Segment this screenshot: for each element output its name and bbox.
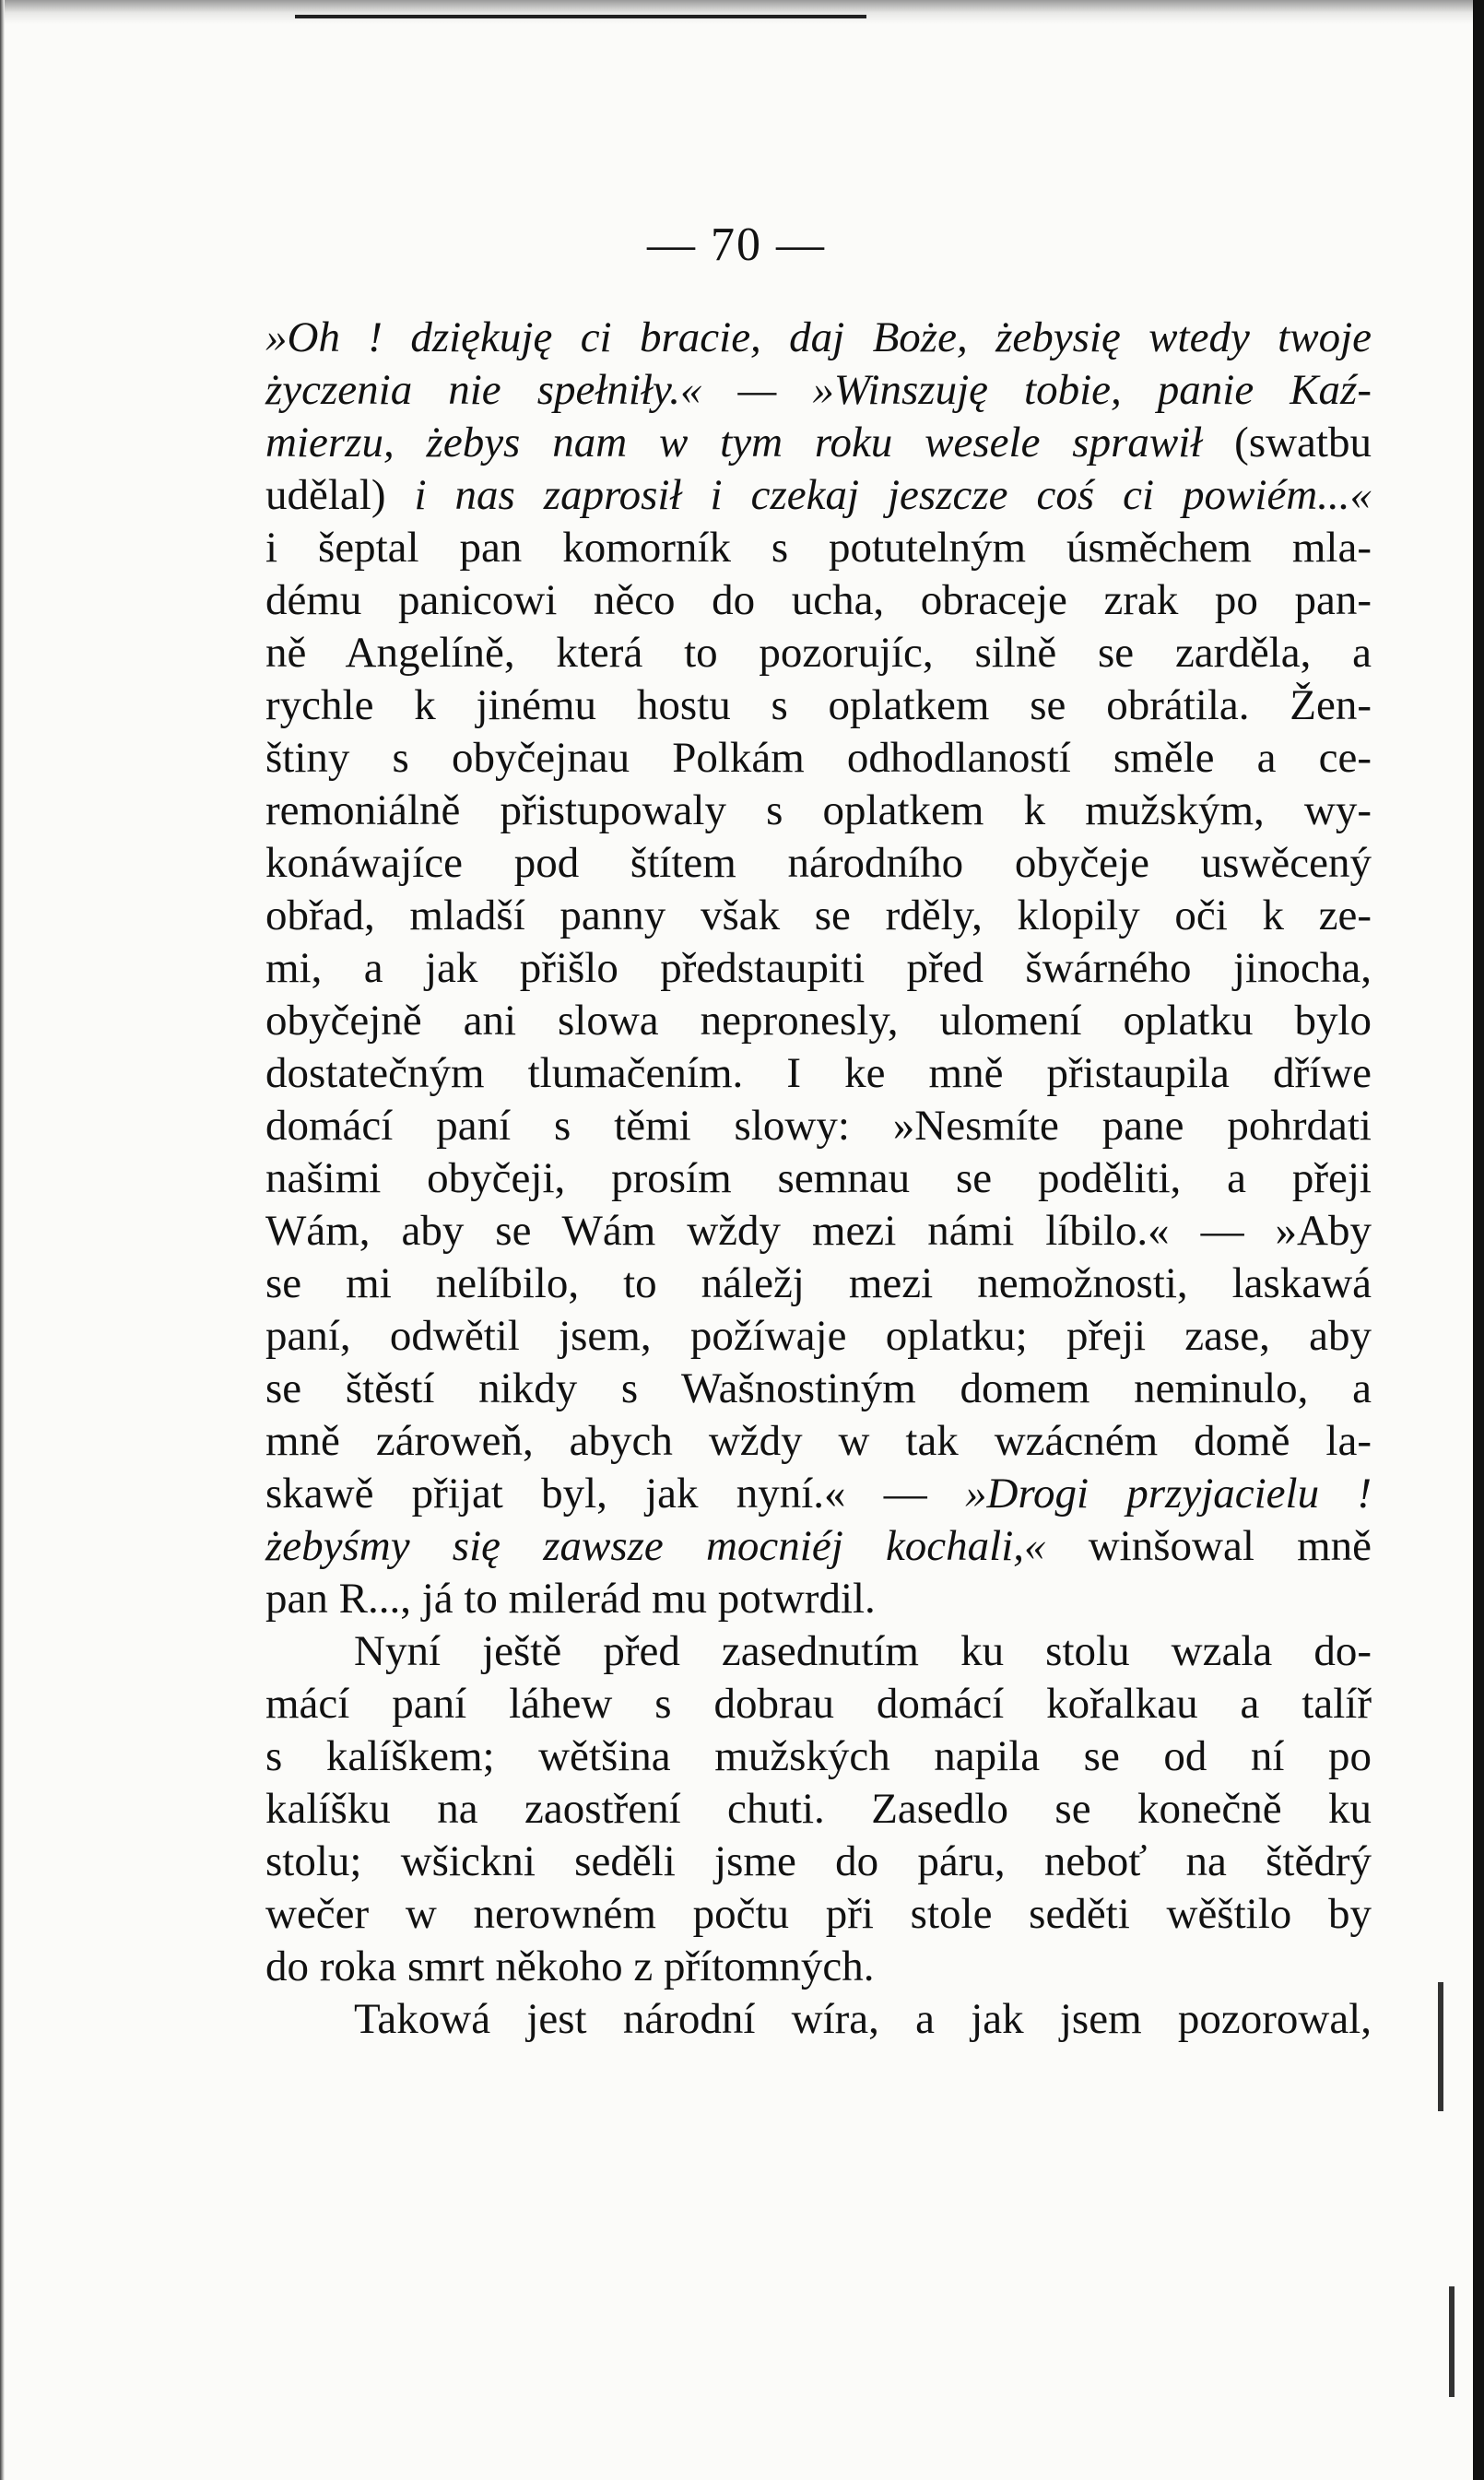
text-line (265, 1258, 1372, 1310)
italic-segment: »Drogi przyjacielu ! (965, 1470, 1372, 1518)
italic-segment: »Oh ! dziękuję ci bracie, daj Boże, żebysię wtedy twoje (265, 313, 1372, 361)
text-segment: wečer w nerowném počtu při stole seděti wěštilo by (265, 1890, 1372, 1938)
text-segment: mácí paní láhew s dobrau domácí kořalkau a talíř (265, 1680, 1372, 1728)
text-segment: štiny s obyčejnau Polkám odhodlaností směle a ce- (265, 734, 1372, 782)
text-line (265, 312, 1372, 364)
scan-edge-top (0, 0, 1473, 24)
text-segment: winšowal mně (1045, 1522, 1372, 1570)
text-segment: se štěstí nikdy s Wašnostiným domem neminulo, a (265, 1364, 1372, 1412)
text-segment: dostatečným tlumačením. I ke mně přistaupila dříwe (265, 1049, 1372, 1097)
scan-rule-top (295, 15, 866, 18)
italic-segment: mierzu, żebys nam w tym roku wesele sprawił (265, 419, 1203, 466)
text-line (265, 364, 1372, 417)
text-line (265, 1625, 1372, 1678)
text-line (265, 1152, 1372, 1205)
text-segment: remoniálně přistupowaly s oplatkem k mužským, wy- (265, 786, 1372, 834)
text-line (265, 1100, 1372, 1152)
text-line (265, 1468, 1372, 1520)
text-segment: (swatbu (1202, 419, 1372, 466)
text-segment: i šeptal pan komorník s potutelným úsměchem mla- (265, 524, 1372, 572)
text-segment: stolu; wšickni seděli jsme do páru, neboť na štědrý (265, 1837, 1372, 1885)
text-segment: konáwajíce pod štítem národního obyčeje uswěcený (265, 839, 1372, 887)
text-line (265, 890, 1372, 942)
text-line (265, 417, 1372, 469)
italic-segment: i nas zaprosił i czekaj jeszcze coś ci powiém...« (414, 471, 1372, 519)
text-segment: obyčejně ani slowa nepronesly, ulomení oplatku bylo (265, 997, 1372, 1045)
text-line (265, 469, 1372, 522)
page-number: — 70 — (647, 218, 826, 271)
text-segment: kalíšku na zaostření chuti. Zasedlo se konečně ku (265, 1785, 1372, 1833)
text-segment: mně zároweň, abych wždy w tak wzácném domě la- (265, 1417, 1372, 1465)
text-line (265, 1573, 1372, 1625)
text-line (265, 522, 1372, 574)
text-segment: rychle k jinému hostu s oplatkem se obrátila. Žen- (265, 681, 1372, 729)
text-segment: Wám, aby se Wám wždy mezi námi líbilo.« — »Aby (265, 1207, 1372, 1255)
text-segment: paní, odwětil jsem, požíwaje oplatku; přeji zase, aby (265, 1312, 1372, 1360)
text-segment: pan R..., já to milerád mu potwrdil. (265, 1575, 876, 1623)
text-line (265, 785, 1372, 837)
text-line (265, 942, 1372, 995)
text-line (265, 732, 1372, 785)
text-line (265, 1941, 1372, 1993)
italic-segment: żebyśmy się zawsze mocniéj kochali,« (265, 1522, 1046, 1570)
text-segment: Takowá jest národní wíra, a jak jsem pozorowal, (354, 1995, 1372, 2043)
text-segment: našimi obyčeji, prosím semnau se poděliti, a přeji (265, 1154, 1372, 1202)
text-line (265, 1993, 1372, 2046)
scan-edge-left (0, 0, 5, 2480)
text-line (265, 627, 1372, 679)
text-line (265, 1730, 1372, 1783)
text-line (265, 1363, 1372, 1415)
italic-segment: życzenia nie spełniły.« — »Winszuję tobie, panie Kaź- (265, 366, 1372, 414)
binding-mark (1438, 1982, 1443, 2111)
text-segment: s kalíškem; wětšina mužských napila se od ní po (265, 1732, 1372, 1780)
text-segment: ně Angelíně, která to pozorujíc, silně se zarděla, a (265, 629, 1372, 677)
scan-edge-right (1473, 0, 1484, 2480)
text-line (265, 1205, 1372, 1258)
text-line (265, 995, 1372, 1047)
text-line (265, 1678, 1372, 1730)
text-segment: Nyní ještě před zasednutím ku stolu wzala do- (354, 1627, 1372, 1675)
text-line (265, 837, 1372, 890)
text-segment: obřad, mladší panny však se rděly, klopily oči k ze- (265, 892, 1372, 939)
text-segment: domácí paní s těmi slowy: »Nesmíte pane pohrdati (265, 1102, 1372, 1150)
text-segment: mi, a jak přišlo předstaupiti před šwárného jinocha, (265, 944, 1372, 992)
text-line (265, 574, 1372, 627)
text-segment: do roka smrt někoho z přítomných. (265, 1943, 875, 1990)
text-line (265, 1836, 1372, 1888)
text-line (265, 1520, 1372, 1573)
text-line (265, 1888, 1372, 1941)
text-segment: se mi nelíbilo, to náležj mezi nemožnosti, laskawá (265, 1259, 1372, 1307)
binding-mark (1449, 2286, 1455, 2397)
text-line (265, 679, 1372, 732)
text-line (265, 1415, 1372, 1468)
text-line (265, 1047, 1372, 1100)
text-line (265, 1783, 1372, 1836)
body-text (265, 312, 1372, 2046)
text-segment: skawě přijat byl, jak nyní.« — (265, 1470, 965, 1518)
text-segment: dému panicowi něco do ucha, obraceje zrak po pan- (265, 576, 1372, 624)
text-line (265, 1310, 1372, 1363)
text-segment: udělal) (265, 471, 415, 519)
